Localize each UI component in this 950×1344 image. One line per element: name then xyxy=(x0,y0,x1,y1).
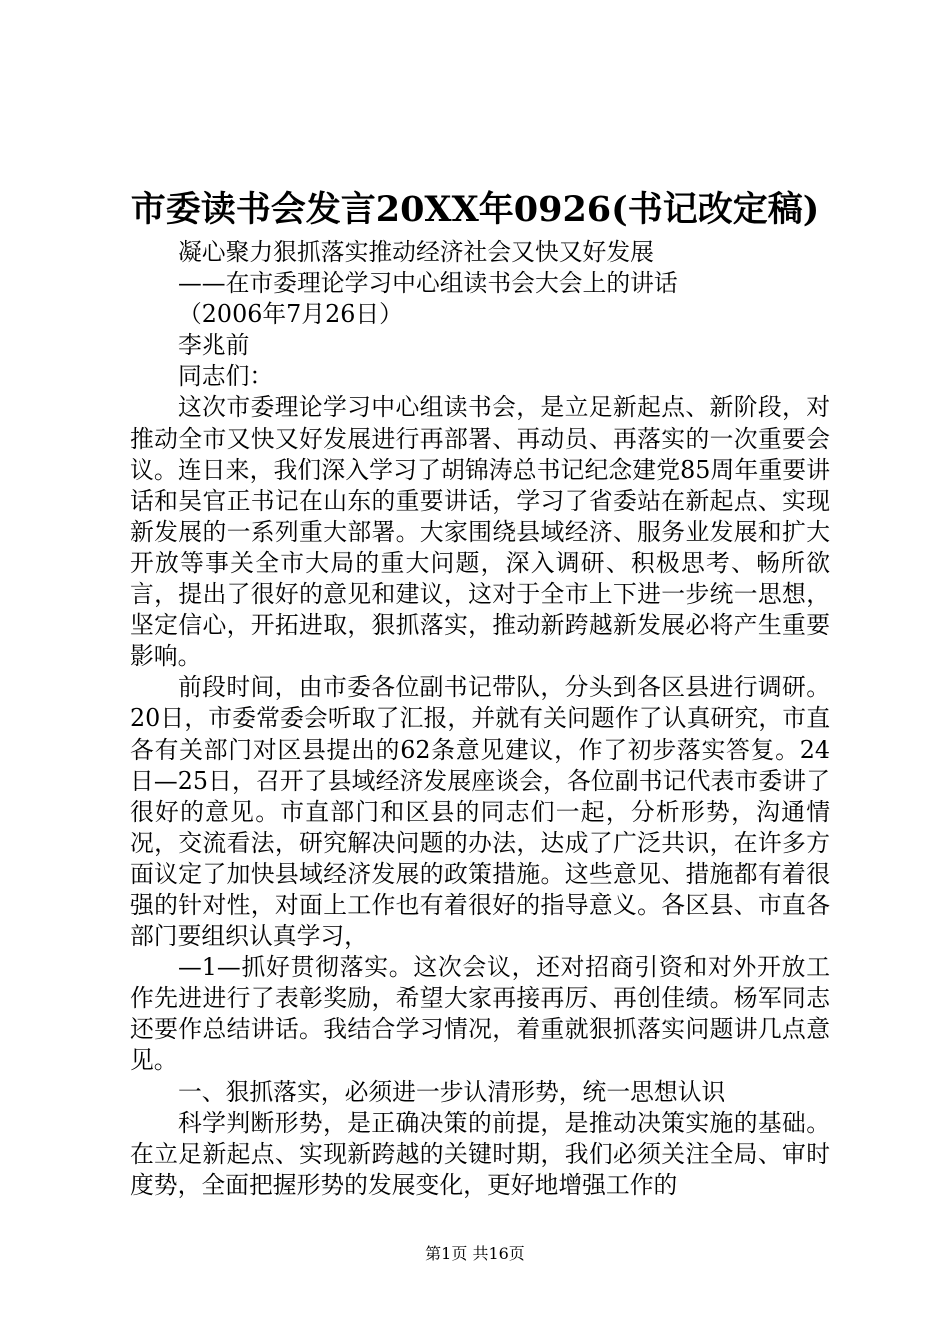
speech-author: 李兆前 xyxy=(178,331,250,360)
speech-date: （2006年7月26日） xyxy=(178,300,403,329)
paragraph: 前段时间，由市委各位副书记带队，分头到各区县进行调研。20日，市委常委会听取了汇报，并就有关问题作了认真研究，市直各有关部门对区县提出的62条意见建议，作了初步落实答复。24日—25日，召开了县域经济发展座谈会，各位副书记代表市委讲了很好的意见。市直部门和区县的同志们一起，分析形势，沟通情况，交流看法，研究解决问题的办法，达成了广泛共识，在许多方面议定了加快县域经济发展的政策措施。这些意见、措施都有着很强的针对性，对面上工作也有着很好的指导意义。各区县、市直各部门要组织认真学习， xyxy=(130,673,830,951)
document-title: 市委读书会发言20XX年0926(书记改定稿) xyxy=(130,189,820,230)
speech-salutation: 同志们： xyxy=(178,362,274,391)
paragraph: 这次市委理论学习中心组读书会，是立足新起点、新阶段，对推动全市又快又好发展进行再部署、再动员、再落实的一次重要会议。连日来，我们深入学习了胡锦涛总书记纪念建党85周年重要讲话和吴官正书记在山东的重要讲话，学习了省委站在新起点、实现新发展的一系列重大部署。大家围绕县域经济、服务业发展和扩大开放等事关全市大局的重大问题，深入调研、积极思考、畅所欲言，提出了很好的意见和建议，这对于全市上下进一步统一思想，坚定信心，开拓进取，狠抓落实，推动新跨越新发展必将产生重要影响。 xyxy=(130,393,830,671)
paragraph: 科学判断形势，是正确决策的前提，是推动决策实施的基础。在立足新起点、实现新跨越的关键时期，我们必须关注全局、审时度势，全面把握形势的发展变化，更好地增强工作的 xyxy=(130,1108,830,1199)
speech-subtitle: 凝心聚力狠抓落实推动经济社会又快又好发展 xyxy=(178,238,654,266)
section-heading: 一、狠抓落实，必须进一步认清形势，统一思想认识 xyxy=(178,1077,726,1106)
speech-occasion: ——在市委理论学习中心组读书会大会上的讲话 xyxy=(178,269,678,298)
paragraph: —1—抓好贯彻落实。这次会议，还对招商引资和对外开放工作先进进行了表彰奖励，希望大家再接再厉、再创佳绩。杨军同志还要作总结讲话。我结合学习情况，着重就狠抓落实问题讲几点意见。 xyxy=(130,953,830,1075)
page-number: 第1页 共16页 xyxy=(425,1244,525,1263)
document-body xyxy=(130,237,830,1201)
